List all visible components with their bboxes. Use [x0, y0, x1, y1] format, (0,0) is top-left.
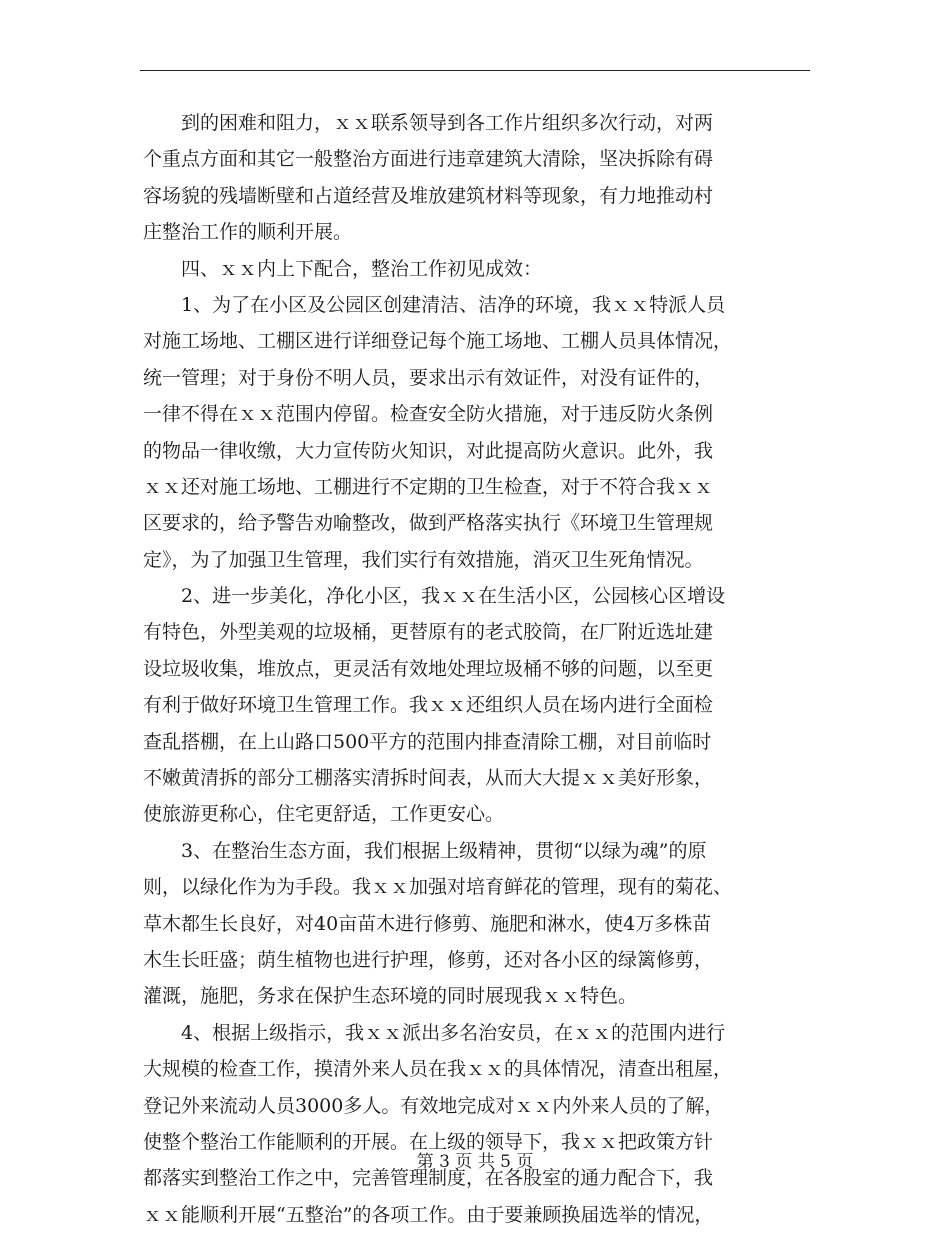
- text-line: 有利于做好环境卫生管理工作。我ｘｘ还组织人员在场内进行全面检: [143, 694, 714, 717]
- text-line: 木生长旺盛；荫生植物也进行护理，修剪，还对各小区的绿篱修剪，: [143, 948, 714, 971]
- text-line: 一律不得在ｘｘ范围内停留。检查安全防火措施，对于违反防火条例: [143, 403, 714, 426]
- text-line: 设垃圾收集，堆放点，更灵活有效地处理垃圾桶不够的问题，以至更: [143, 657, 714, 680]
- text-line: 3、在整治生态方面，我们根据上级精神，贯彻“以绿为魂”的原: [143, 839, 707, 862]
- text-line: ｘｘ还对施工场地、工棚进行不定期的卫生检查，对于不符合我ｘｘ: [143, 475, 714, 498]
- text-line: 4、根据上级指示，我ｘｘ派出多名治安员，在ｘｘ的范围内进行: [143, 1021, 726, 1044]
- text-line: 2、进一步美化，净化小区，我ｘｘ在生活小区，公园核心区增设: [143, 585, 726, 608]
- text-line: 灌溉，施肥，务求在保护生态环境的同时展现我ｘｘ特色。: [143, 985, 638, 1008]
- text-line: 登记外来流动人员3000多人。有效地完成对ｘｘ内外来人员的了解，: [143, 1094, 724, 1117]
- text-line: 到的困难和阻力，ｘｘ联系领导到各工作片组织多次行动，对两: [143, 112, 714, 134]
- text-line: 大规模的检查工作，摸清外来人员在我ｘｘ的具体情况，清查出租屋，: [143, 1058, 733, 1081]
- text-line: 定》，为了加强卫生管理，我们实行有效措施，消灭卫生死角情况。: [143, 548, 704, 571]
- header-rule: [140, 70, 810, 71]
- text-line: 不嫩黄清拆的部分工棚落实清拆时间表，从而大大提ｘｘ美好形象，: [143, 767, 714, 790]
- text-line: ｘｘ能顺利开展“五整治”的各项工作。由于要兼顾换届选举的情况，: [143, 1203, 714, 1226]
- text-line: 使旅游更称心，住宅更舒适，工作更安心。: [143, 803, 505, 826]
- text-line: 统一管理；对于身份不明人员，要求出示有效证件，对没有证件的，: [143, 366, 714, 389]
- text-line: 个重点方面和其它一般整治方面进行违章建筑大清除，坚决拆除有碍: [143, 148, 714, 171]
- page-footer: 第 3 页 共 5 页: [416, 1152, 534, 1172]
- text-line: 对施工场地、工棚区进行详细登记每个施工场地、工棚人员具体情况，: [143, 330, 733, 353]
- document-body: [143, 105, 810, 1233]
- text-line: 使整个整治工作能顺利的开展。在上级的领导下，我ｘｘ把政策方针: [143, 1130, 714, 1153]
- text-line: 查乱搭棚，在上山路口500平方的范围内排查清除工棚，对目前临时: [143, 730, 712, 753]
- text-line: 区要求的，给予警告劝喻整改，做到严格落实执行《环境卫生管理规: [143, 512, 714, 535]
- text-line: 四、ｘｘ内上下配合，整治工作初见成效：: [143, 257, 543, 280]
- text-line: 容场貌的残墙断壁和占道经营及堆放建筑材料等现象，有力地推动村: [143, 184, 714, 207]
- text-line: 草木都生长良好，对40亩苗木进行修剪、施肥和淋水，使4万多株苗: [143, 912, 712, 935]
- text-line: 都落实到整治工作之中，完善管理制度，在各股室的通力配合下，我: [143, 1167, 714, 1190]
- text-line: 则，以绿化作为为手段。我ｘｘ加强对培育鲜花的管理，现有的菊花、: [143, 876, 733, 899]
- text-line: 1、为了在小区及公园区创建清洁、洁净的环境，我ｘｘ特派人员: [143, 293, 726, 316]
- text-line: 有特色，外型美观的垃圾桶，更替原有的老式胶筒，在厂附近选址建: [143, 621, 714, 644]
- text-line: 庄整治工作的顺利开展。: [143, 221, 353, 244]
- text-line: 的物品一律收缴，大力宣传防火知识，对此提高防火意识。此外，我: [143, 439, 714, 462]
